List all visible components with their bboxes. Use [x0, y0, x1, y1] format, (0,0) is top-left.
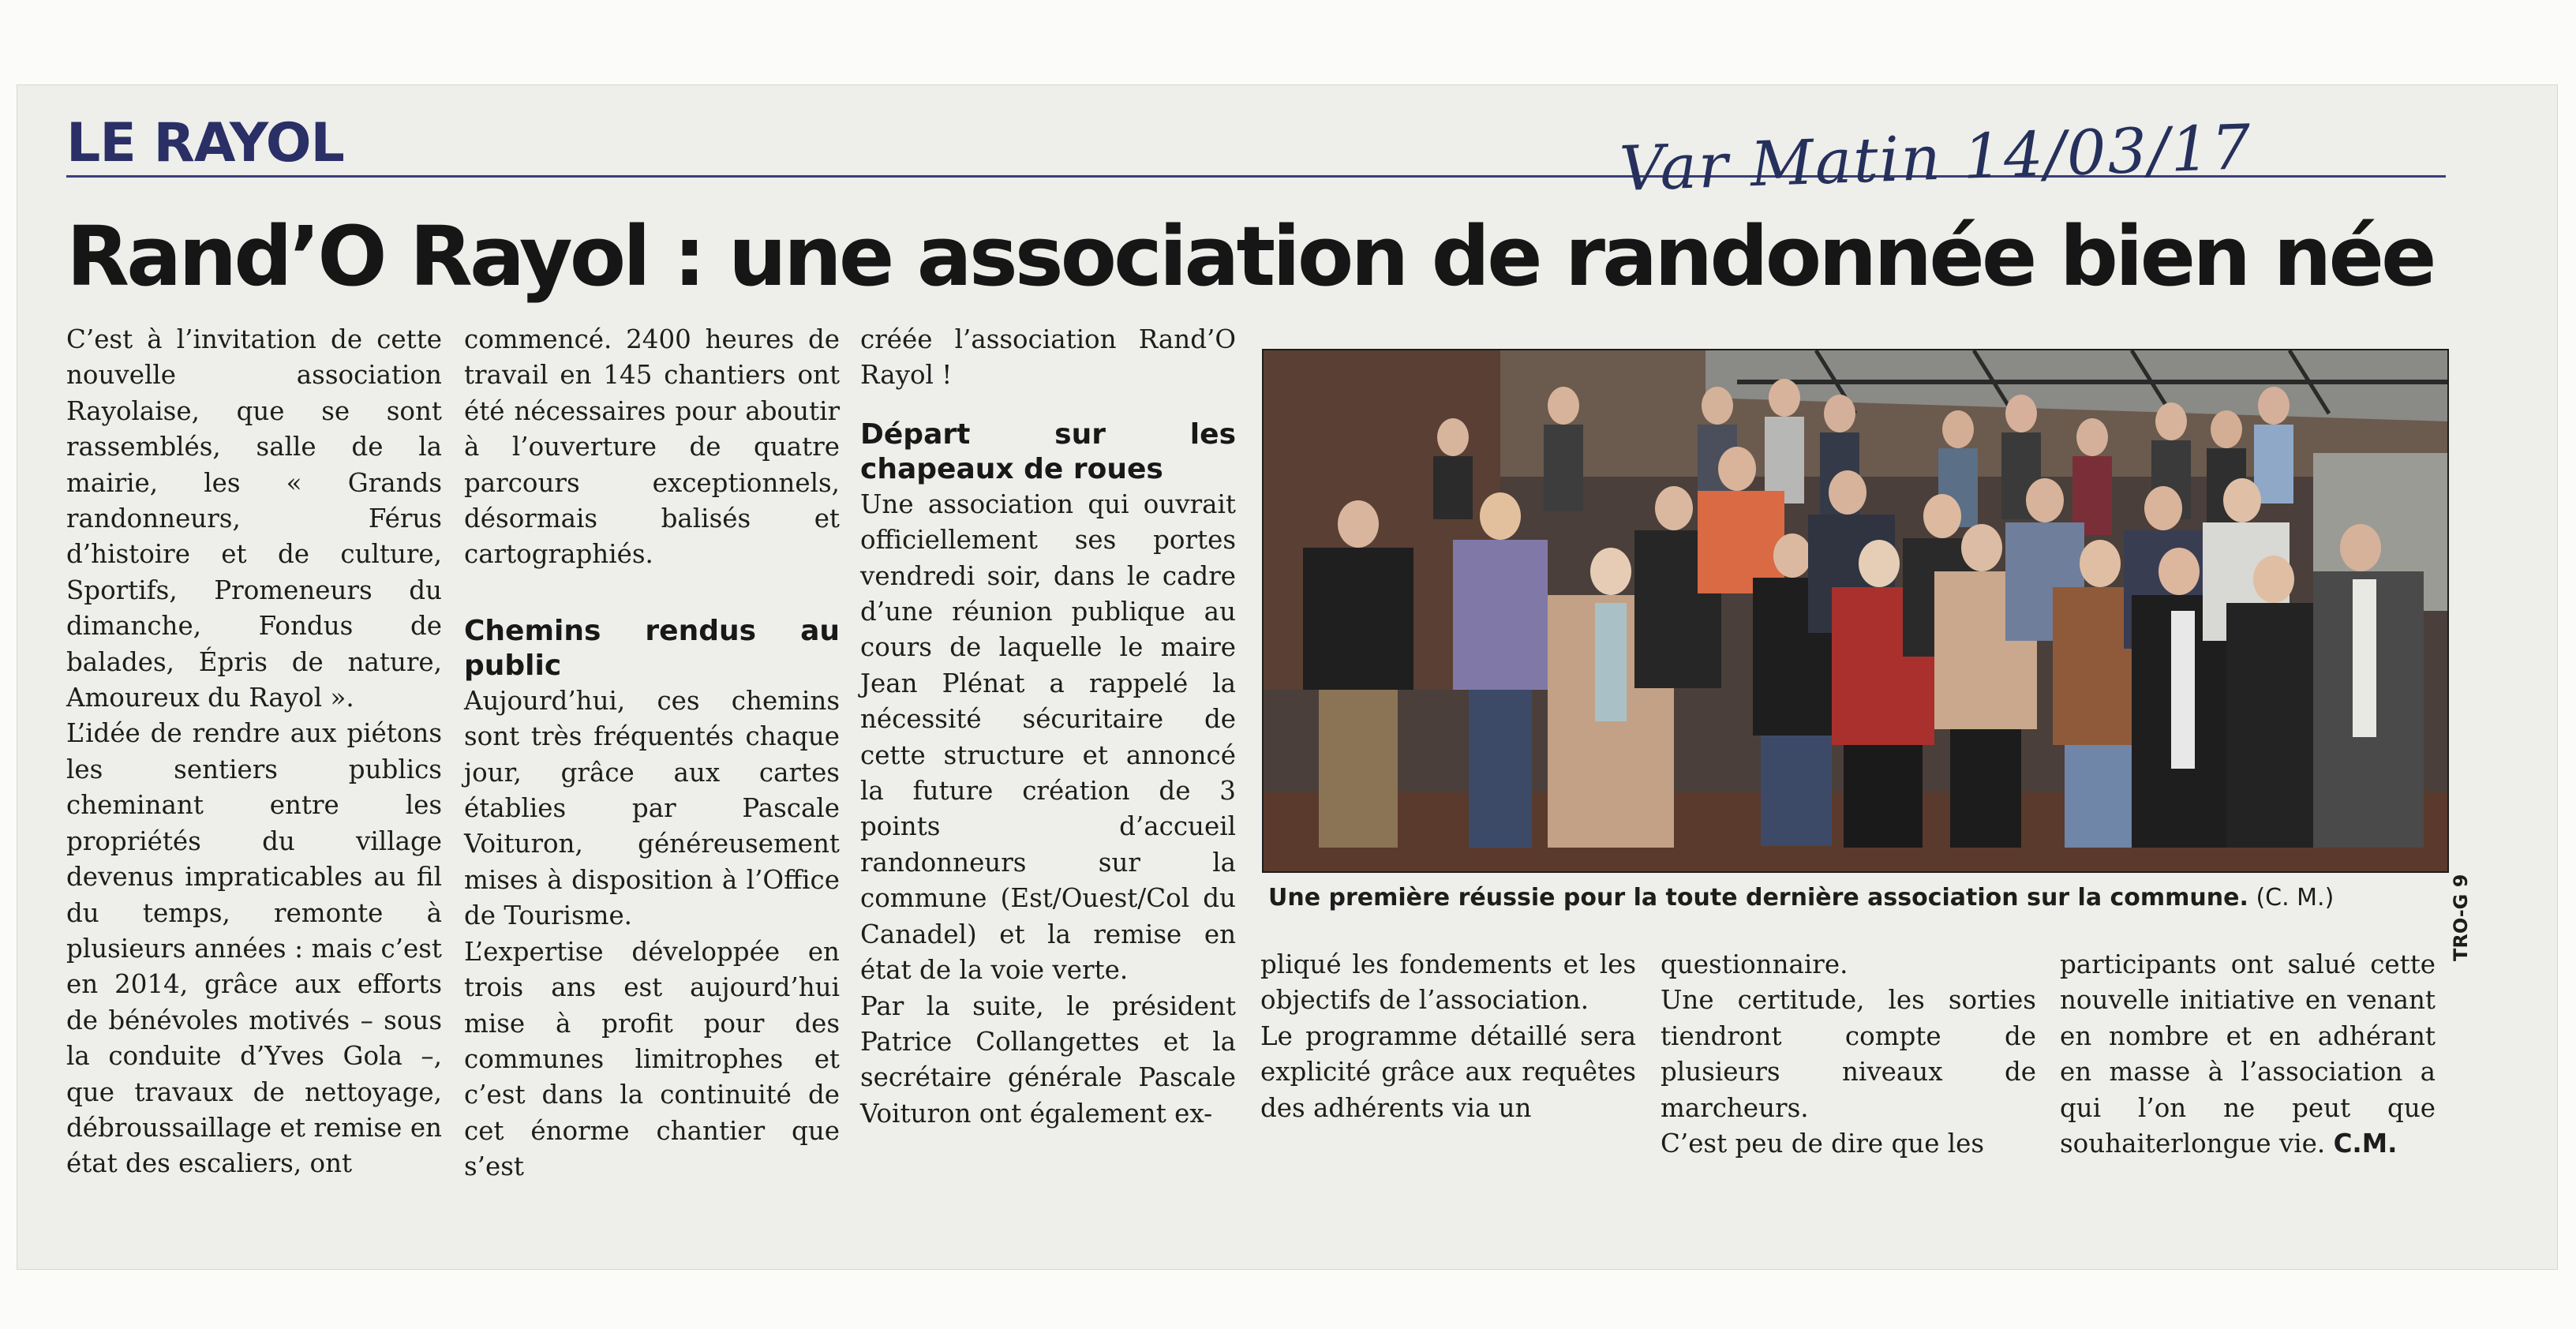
article-column-1: [66, 322, 442, 1182]
photo-caption: [1268, 882, 2444, 914]
article-column-5: [1661, 947, 2036, 1162]
group-photo: [1262, 349, 2449, 873]
paragraph: créée l’association Rand’O Rayol !: [860, 324, 1236, 391]
paragraph: Aujourd’hui, ces chemins sont très fréquentés chaque jour, grâce aux cartes établies par Pascale Voituron, généreusement mises à disposition à l’Office de Tourisme.: [464, 685, 840, 931]
paragraph: L’expertise développée en trois ans est aujourd’hui mise à profit pour des communes limitrophes et c’est dans la continuité de cet énorme chantier que s’est: [464, 936, 840, 1182]
paragraph: L’idée de rendre aux piétons les sentiers publics cheminant entre les propriétés du village devenus impraticables au fil du temps, remonte à plusieurs années : mais c’est en 2014, grâce aux efforts de bénévoles motivés – sous la conduite d’Yves Gola –, que travaux de nettoyage, débroussaillage et remise en état des escaliers, ont: [66, 718, 442, 1179]
paragraph: Une association qui ouvrait officiellement ses portes vendredi soir, dans le cadre d’une réunion publique au cours de laquelle le maire Jean Plénat a rappelé la nécessité sécuritaire de cette structure et annoncé la future création de 3 points d’accueil randonneurs sur la commune (Est/Ouest/Col du Canadel) et la remise en état de la voie verte.: [860, 489, 1236, 986]
paragraph: Le programme détaillé sera explicité grâce aux requêtes des adhérents via un: [1260, 1020, 1636, 1123]
subheading: Chemins rendus au public: [464, 614, 840, 682]
section-label: LE RAYOL: [66, 112, 344, 174]
newspaper-clipping: [17, 85, 2557, 1269]
caption-text: Une première réussie pour la toute dernière association sur la commune.: [1268, 884, 2248, 912]
article-column-6: [2060, 947, 2436, 1162]
author-signature: C.M.: [2333, 1129, 2398, 1159]
closing-text: participants ont salué cette nouvelle initiative en venant en nombre et en adhérant en masse à l’association a qui l’on ne peut que souhaiterlongue vie.: [2060, 949, 2436, 1159]
paragraph: pliqué les fondements et les objectifs de l’association.: [1260, 949, 1636, 1016]
subheading: Départ sur les chapeaux de roues: [860, 417, 1236, 485]
paragraph: commencé. 2400 heures de travail en 145 chantiers ont été nécessaires pour aboutir à l’ouverture de quatre parcours exceptionnels, désormais balisés et cartographiés.: [464, 324, 840, 570]
headline: Rand’O Rayol : une association de randonnée bien née: [66, 208, 2434, 305]
paragraph: Par la suite, le président Patrice Collangettes et la secrétaire générale Pascale Voituron ont également ex-: [860, 990, 1236, 1129]
paragraph: C’est à l’invitation de cette nouvelle association Rayolaise, que se sont rassemblés, salle de la mairie, les « Grands randonneurs, Férus d’histoire et de culture, Sportifs, Promeneurs du dimanche, Fondus de balades, Épris de nature, Amoureux du Rayol ».: [66, 324, 442, 713]
article-column-3: [860, 322, 1236, 1132]
page-marker: TRO-G 9: [2450, 874, 2472, 961]
article-column-4: [1260, 947, 1636, 1126]
paragraph: [2060, 947, 2436, 1162]
article-column-2: [464, 322, 840, 1185]
photo-credit: (C. M.): [2256, 884, 2334, 912]
paragraph: questionnaire.: [1661, 949, 1848, 979]
paragraph: C’est peu de dire que les: [1661, 1129, 1985, 1159]
group-photo-illustration: [1264, 350, 2447, 871]
handwritten-date-note: Var Matin 14/03/17: [1618, 112, 2254, 205]
paragraph: Une certitude, les sorties tiendront compte de plusieurs niveaux de marcheurs.: [1661, 985, 2036, 1123]
